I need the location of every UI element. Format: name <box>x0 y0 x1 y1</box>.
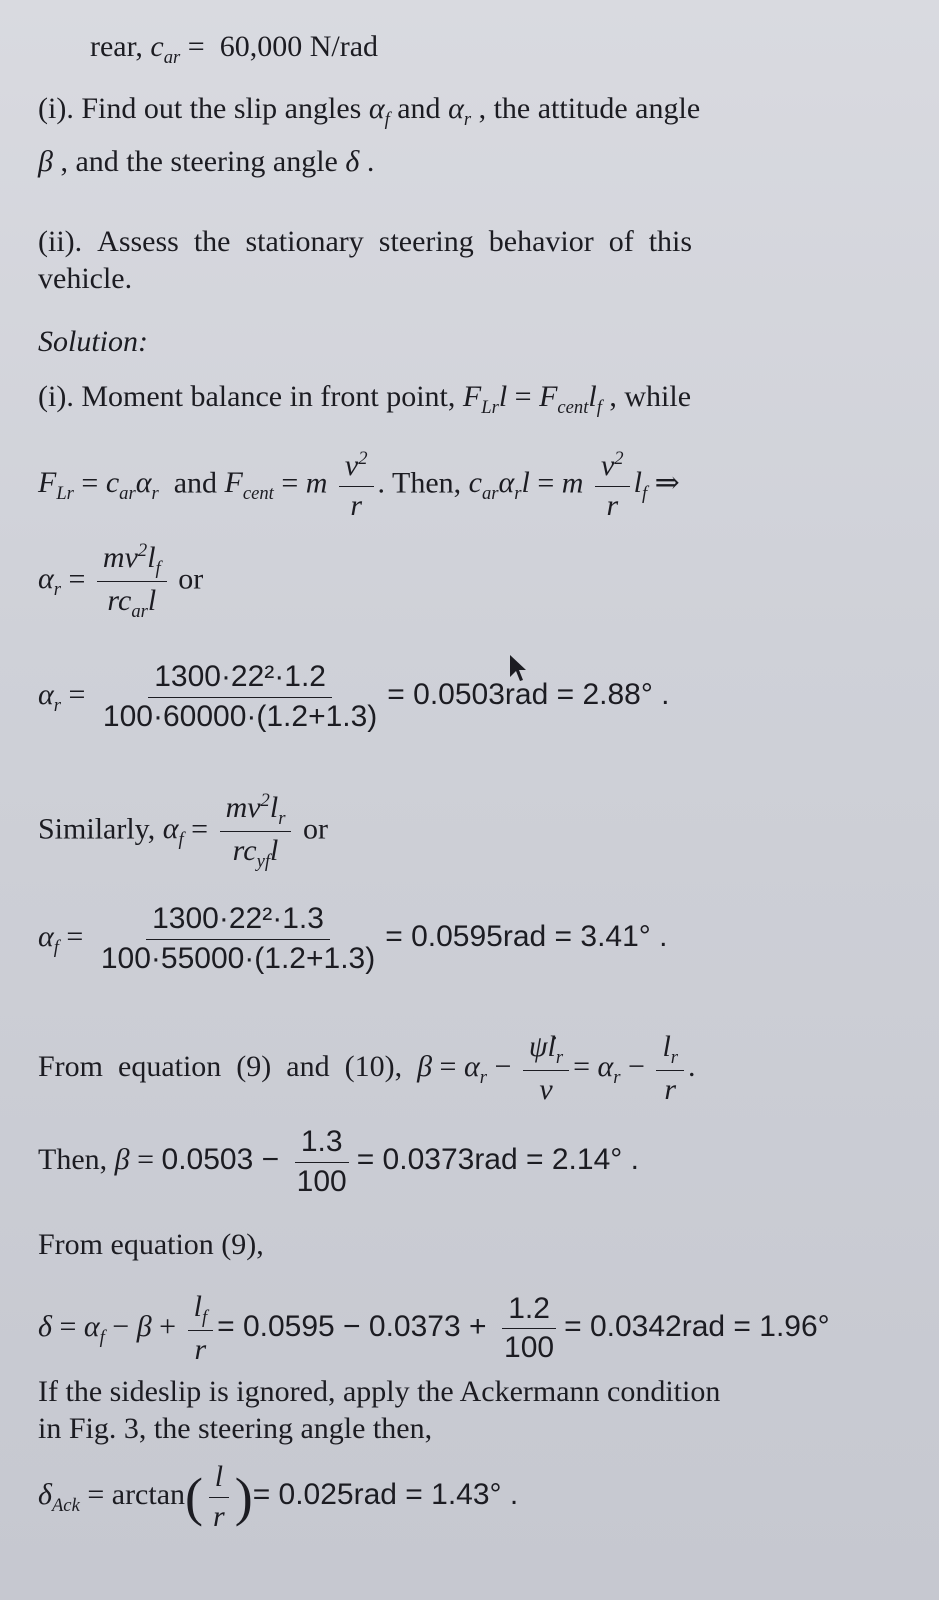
beta-denominator: 100 <box>296 1164 347 1198</box>
question-ii-line2: vehicle. <box>38 262 133 295</box>
alpha-r-denominator: 100·60000·(1.2+1.3) <box>102 699 378 733</box>
beta-result: = 0.0373rad = 2.14° . <box>356 1142 639 1176</box>
question-i-line1: (i). Find out the slip angles $\alpha_f$ and $\alpha_r$ , the attitude angle <box>38 92 701 130</box>
solution-heading: Solution: <box>38 325 148 358</box>
delta-denominator: 100 <box>504 1331 555 1365</box>
beta-formula-line: From equation (9) and (10), $\beta = \alpha_r$ − $\frac{\psi̇l_r}{v}$ = $\alpha_r$ − $\frac{l_r}{r}$ . <box>38 1030 696 1107</box>
alpha-f-numeric: $\alpha_f$ = $\frac{\text{1300·22²·1.3}}{100\cdot 55000\cdot(1.2+1.3)}$ = 0.0595rad = 3.41° . <box>38 902 668 975</box>
eq9-line: From equation (9), <box>38 1228 264 1261</box>
alpha-f-denominator: 100·55000·(1.2+1.3) <box>100 941 376 975</box>
sideslip-line1: If the sideslip is ignored, apply the Ackermann condition <box>38 1375 721 1408</box>
ackermann-line: $\delta_{Ack} = \arctan$( $\frac{l}{r}$ )= 0.025rad = 1.43° . <box>38 1460 519 1533</box>
delta-line: $\delta = \alpha_f - \beta$ + $\frac{l_f}{r}$ = 0.0595 − 0.0373 + $\frac{1.2}{100}$ = 0.0342rad = 1.96° <box>38 1290 830 1367</box>
beta-numerator: 1.3 <box>295 1125 349 1163</box>
mouse-cursor-icon <box>508 653 528 683</box>
delta-result: = 0.0342rad = 1.96° <box>564 1309 830 1343</box>
alpha-r-numerator: 1300·22²·1.2 <box>148 660 332 698</box>
sideslip-line2: in Fig. 3, the steering angle then, <box>38 1412 433 1445</box>
ackermann-result: = 0.025rad = 1.43° . <box>252 1477 519 1511</box>
alpha-f-formula: Similarly, $\alpha_f$ = $mv^2l_r$ $rc_{yf}l$ or <box>38 790 328 873</box>
alpha-r-numeric: $\alpha_r$ = $\frac{\text{1300·22²·1.2}}{100\cdot 60000\cdot(1.2+1.3)}$ = 0.0503rad = 2.88° . <box>38 660 670 733</box>
rear-stiffness-line: rear, $c_{ar} = 60,000$ N/rad <box>90 30 379 68</box>
force-line: $F_{Lr} = c_{ar}\alpha_r$ and $F_{cent} = m$ $\frac{v^2}{r}$ . Then, $c_{ar}\alpha_rl = m$ $\frac{v^2}{r}$ $l_f$ ⇒ <box>38 448 680 522</box>
question-ii-line1: (ii). Assess the stationary steering behavior of this <box>38 225 693 258</box>
moment-balance-line: (i). Moment balance in front point, $F_{Lr}l = F_{cent}l_f$ , while <box>38 380 692 418</box>
beta-calc-line: Then, β = 0.0503 − $\frac{1.3}{100}$ = 0.0373rad = 2.14° . <box>38 1125 639 1198</box>
alpha-r-result: = 0.0503rad = 2.88° . <box>387 677 670 711</box>
delta-numerator: 1.2 <box>502 1292 556 1330</box>
alpha-f-result: = 0.0595rad = 3.41° . <box>385 919 668 953</box>
alpha-r-formula: $\alpha_r$ = $mv^2l_f$ $rc_{ar}l$ or <box>38 540 204 623</box>
alpha-f-numerator: 1300·22²·1.3 <box>146 902 330 940</box>
question-i-line2: β , and the steering angle δ . <box>38 145 375 178</box>
